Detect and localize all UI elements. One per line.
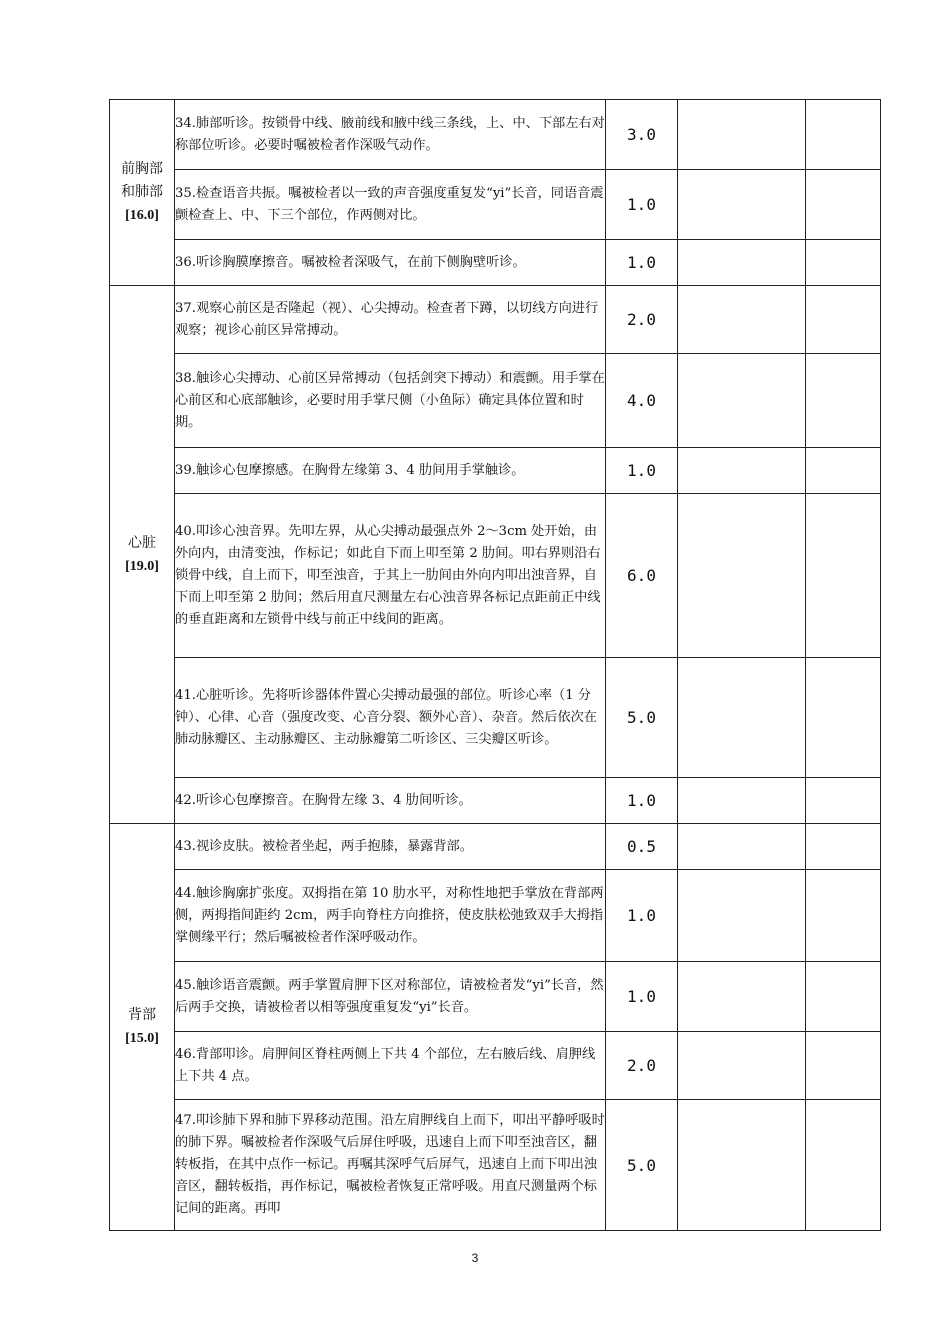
item-description: 41.心脏听诊。先将听诊器体件置心尖搏动最强的部位。听诊心率（1 分钟）、心律、心音（强度改变、心音分裂、额外心音）、杂音。然后依次在肺动脉瓣区、主动脉瓣区、主动脉瓣第二听诊区、三尖瓣区听诊。 xyxy=(175,658,606,778)
score-cell xyxy=(678,778,806,824)
remark-cell xyxy=(806,100,881,170)
score-cell xyxy=(678,658,806,778)
remark-cell xyxy=(806,824,881,870)
table-row xyxy=(110,448,881,494)
exam-scoring-table xyxy=(109,99,881,1231)
section-label xyxy=(110,286,175,824)
table-row xyxy=(110,870,881,962)
item-description: 35.检查语音共振。嘱被检者以一致的声音强度重复发“yi”长音，同语音震颤检查上、中、下三个部位，作两侧对比。 xyxy=(175,170,606,240)
table-row xyxy=(110,1032,881,1100)
table-row xyxy=(110,354,881,448)
remark-cell xyxy=(806,448,881,494)
score-cell xyxy=(678,824,806,870)
score-cell xyxy=(678,240,806,286)
score-cell xyxy=(678,870,806,962)
table-row xyxy=(110,824,881,870)
item-points: 6.0 xyxy=(606,494,678,658)
item-description: 39.触诊心包摩擦感。在胸骨左缘第 3、4 肋间用手掌触诊。 xyxy=(175,448,606,494)
section-score: [16.0] xyxy=(125,208,159,223)
remark-cell xyxy=(806,240,881,286)
item-description: 46.背部叩诊。肩胛间区脊柱两侧上下共 4 个部位，左右腋后线、肩胛线上下共 4 点。 xyxy=(175,1032,606,1100)
item-points: 5.0 xyxy=(606,1100,678,1231)
score-cell xyxy=(678,286,806,354)
item-description: 38.触诊心尖搏动、心前区异常搏动（包括剑突下搏动）和震颤。用手掌在心前区和心底部触诊，必要时用手掌尺侧（小鱼际）确定具体位置和时期。 xyxy=(175,354,606,448)
remark-cell xyxy=(806,962,881,1032)
item-description: 45.触诊语音震颤。两手掌置肩胛下区对称部位，请被检者发“yi”长音，然后两手交换，请被检者以相等强度重复发“yi”长音。 xyxy=(175,962,606,1032)
item-points: 5.0 xyxy=(606,658,678,778)
item-description: 34.肺部听诊。按锁骨中线、腋前线和腋中线三条线，上、中、下部左右对称部位听诊。必要时嘱被检者作深吸气动作。 xyxy=(175,100,606,170)
score-cell xyxy=(678,354,806,448)
score-cell xyxy=(678,962,806,1032)
item-points: 1.0 xyxy=(606,240,678,286)
item-points: 1.0 xyxy=(606,870,678,962)
item-points: 3.0 xyxy=(606,100,678,170)
remark-cell xyxy=(806,1032,881,1100)
remark-cell xyxy=(806,354,881,448)
table-row xyxy=(110,240,881,286)
section-title: 和肺部 xyxy=(121,184,163,200)
item-description: 43.视诊皮肤。被检者坐起，两手抱膝，暴露背部。 xyxy=(175,824,606,870)
table-row xyxy=(110,778,881,824)
section-score: [19.0] xyxy=(125,558,159,574)
table-row xyxy=(110,658,881,778)
section-title: 背部 xyxy=(128,1007,156,1023)
item-description: 44.触诊胸廓扩张度。双拇指在第 10 肋水平，对称性地把手掌放在背部两侧，两拇指间距约 2cm，两手向脊柱方向推挤，使皮肤松弛致双手大拇指掌侧缘平行；然后嘱被检者作深呼吸动作。 xyxy=(175,870,606,962)
item-description: 47.叩诊肺下界和肺下界移动范围。沿左肩胛线自上而下，叩出平静呼吸时的肺下界。嘱被检者作深吸气后屏住呼吸，迅速自上而下叩至浊音区，翻转板指，在其中点作一标记。再嘱其深呼气后屏气，迅速自上而下叩出浊音区，翻转板指，再作标记，嘱被检者恢复正常呼吸。用直尺测量两个标记间的距离。再叩 xyxy=(175,1100,606,1231)
item-points: 1.0 xyxy=(606,170,678,240)
section-title: 前胸部 xyxy=(121,161,163,177)
table-row xyxy=(110,286,881,354)
remark-cell xyxy=(806,494,881,658)
item-points: 2.0 xyxy=(606,1032,678,1100)
item-points: 0.5 xyxy=(606,824,678,870)
remark-cell xyxy=(806,658,881,778)
score-cell xyxy=(678,1100,806,1231)
page-number: 3 xyxy=(471,1251,479,1265)
item-description: 42.听诊心包摩擦音。在胸骨左缘 3、4 肋间听诊。 xyxy=(175,778,606,824)
score-cell xyxy=(678,494,806,658)
table-row xyxy=(110,962,881,1032)
section-label xyxy=(110,100,175,286)
item-points: 1.0 xyxy=(606,448,678,494)
section-label xyxy=(110,824,175,1231)
score-cell xyxy=(678,170,806,240)
score-cell xyxy=(678,448,806,494)
table-row xyxy=(110,100,881,170)
remark-cell xyxy=(806,170,881,240)
item-description: 36.听诊胸膜摩擦音。嘱被检者深吸气，在前下侧胸壁听诊。 xyxy=(175,240,606,286)
remark-cell xyxy=(806,870,881,962)
remark-cell xyxy=(806,286,881,354)
score-cell xyxy=(678,1032,806,1100)
item-description: 40.叩诊心浊音界。先叩左界，从心尖搏动最强点外 2～3cm 处开始，由外向内，由清变浊，作标记；如此自下而上叩至第 2 肋间。叩右界则沿右锁骨中线，自上而下，叩至浊音，于其上一肋间由外向内叩出浊音界，自下而上叩至第 2 肋间；然后用直尺测量左右心浊音界各标记点距前正中线的垂直距离和左锁骨中线与前正中线间的距离。 xyxy=(175,494,606,658)
item-points: 1.0 xyxy=(606,778,678,824)
section-title: 心脏 xyxy=(128,534,156,551)
table-row xyxy=(110,494,881,658)
remark-cell xyxy=(806,1100,881,1231)
item-description: 37.观察心前区是否隆起（视）、心尖搏动。检查者下蹲，以切线方向进行观察；视诊心前区异常搏动。 xyxy=(175,286,606,354)
section-score: [15.0] xyxy=(125,1031,159,1046)
item-points: 1.0 xyxy=(606,962,678,1032)
item-points: 4.0 xyxy=(606,354,678,448)
table-row xyxy=(110,1100,881,1231)
item-points: 2.0 xyxy=(606,286,678,354)
remark-cell xyxy=(806,778,881,824)
table-row xyxy=(110,170,881,240)
score-cell xyxy=(678,100,806,170)
